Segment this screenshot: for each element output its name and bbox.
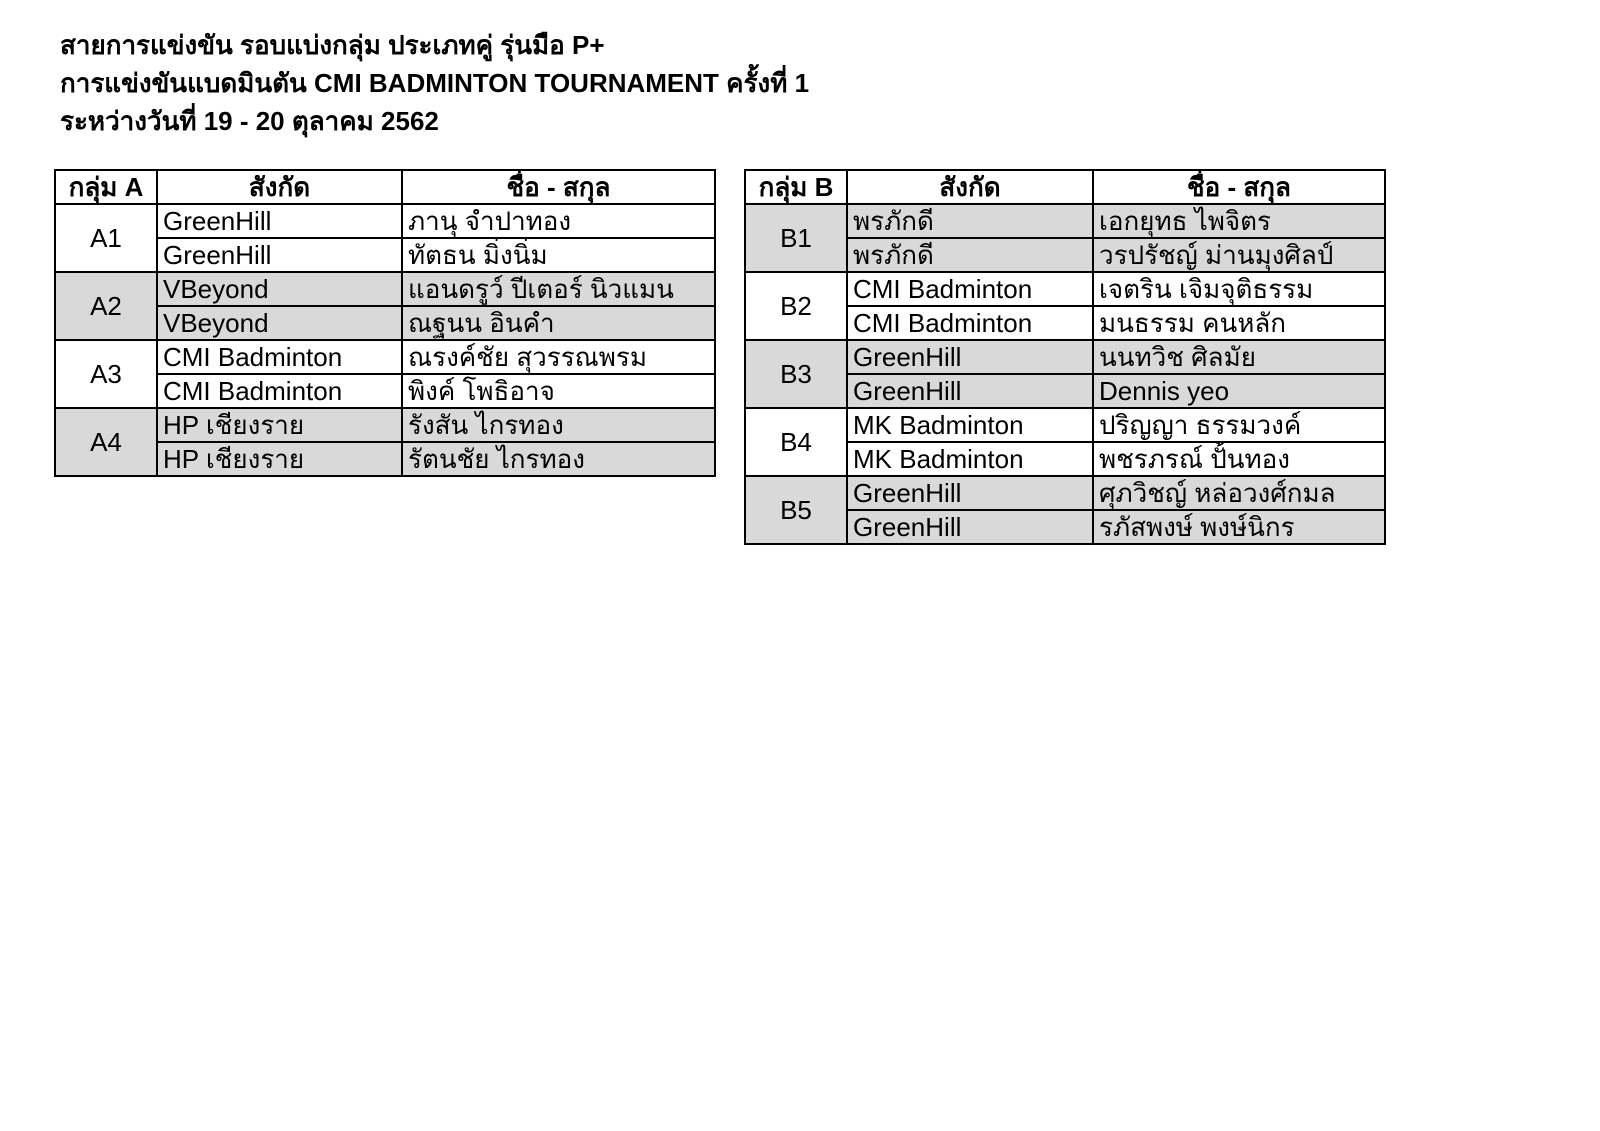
group-a-header-name: ชื่อ - สกุล (402, 170, 715, 204)
group-b-club-cell: CMI Badminton (847, 306, 1093, 340)
heading-line-1: สายการแข่งขัน รอบแบ่งกลุ่ม ประเภทคู่ รุ่นมือ P+ (60, 30, 605, 60)
table-row (745, 272, 1385, 306)
group-b-body (745, 204, 1385, 544)
group-a-club-cell: VBeyond (157, 272, 402, 306)
group-a-club-cell: HP เชียงราย (157, 408, 402, 442)
group-b-club-cell: พรภักดี (847, 238, 1093, 272)
group-b-pair-code: B1 (745, 204, 847, 272)
group-a-player-name-cell: ทัตธน มิ่งนิ่ม (402, 238, 715, 272)
group-b-player-name-cell: วรปรัชญ์ ม่านมุงศิลป์ (1093, 238, 1385, 272)
group-a-pair-code: A4 (55, 408, 157, 476)
group-a-player-name-cell: รัตนชัย ไกรทอง (402, 442, 715, 476)
group-b-club-cell: MK Badminton (847, 442, 1093, 476)
table-row (745, 340, 1385, 374)
group-a-player-name-cell: พิงค์ โพธิอาจ (402, 374, 715, 408)
group-a-pair-code: A3 (55, 340, 157, 408)
group-a-club-cell: HP เชียงราย (157, 442, 402, 476)
group-a-header-group: กลุ่ม A (55, 170, 157, 204)
group-b-player-name-cell: เอกยุทธ ไพจิตร (1093, 204, 1385, 238)
document-heading (60, 26, 809, 140)
group-b-header-row (745, 170, 1385, 204)
group-b-club-cell: CMI Badminton (847, 272, 1093, 306)
group-b-header-group: กลุ่ม B (745, 170, 847, 204)
group-a-club-cell: GreenHill (157, 238, 402, 272)
group-a-player-name-cell: แอนดรูว์ ปีเตอร์ นิวแมน (402, 272, 715, 306)
group-b-club-cell: พรภักดี (847, 204, 1093, 238)
group-a-player-name-cell: รังสัน ไกรทอง (402, 408, 715, 442)
group-b-club-cell: GreenHill (847, 374, 1093, 408)
group-b-header-club: สังกัด (847, 170, 1093, 204)
group-a-club-cell: VBeyond (157, 306, 402, 340)
group-a-club-cell: CMI Badminton (157, 340, 402, 374)
group-a-header-row (55, 170, 715, 204)
group-b-pair-code: B5 (745, 476, 847, 544)
group-b-pair-code: B2 (745, 272, 847, 340)
group-a-pair-code: A1 (55, 204, 157, 272)
group-b-club-cell: MK Badminton (847, 408, 1093, 442)
group-b-header-name: ชื่อ - สกุล (1093, 170, 1385, 204)
group-b-player-name-cell: เจตริน เจิมจุติธรรม (1093, 272, 1385, 306)
table-row (55, 204, 715, 238)
group-b-player-name-cell: ปริญญา ธรรมวงค์ (1093, 408, 1385, 442)
table-row (745, 408, 1385, 442)
group-b-player-name-cell: รภัสพงษ์ พงษ์นิกร (1093, 510, 1385, 544)
group-b-club-cell: GreenHill (847, 510, 1093, 544)
table-row (745, 476, 1385, 510)
heading-line-2: การแข่งขันแบดมินตัน CMI BADMINTON TOURNAMENT ครั้งที่ 1 (60, 68, 810, 98)
table-row (745, 204, 1385, 238)
table-row (55, 340, 715, 374)
group-a-header-club: สังกัด (157, 170, 402, 204)
heading-line-3: ระหว่างวันที่ 19 - 20 ตุลาคม 2562 (60, 106, 439, 136)
group-a-club-cell: CMI Badminton (157, 374, 402, 408)
table-row (55, 408, 715, 442)
group-b-player-name-cell: มนธรรม คนหลัก (1093, 306, 1385, 340)
group-b-player-name-cell: ศุภวิชญ์ หล่อวงศ์กมล (1093, 476, 1385, 510)
group-b-player-name-cell: พชรภรณ์ ปั้นทอง (1093, 442, 1385, 476)
group-a-player-name-cell: ภานุ จำปาทอง (402, 204, 715, 238)
group-b-pair-code: B3 (745, 340, 847, 408)
group-b-player-name-cell: นนทวิช ศิลมัย (1093, 340, 1385, 374)
group-b-club-cell: GreenHill (847, 340, 1093, 374)
group-b-club-cell: GreenHill (847, 476, 1093, 510)
group-b-player-name-cell: Dennis yeo (1093, 374, 1385, 408)
group-b-table (744, 169, 1386, 545)
table-row (55, 272, 715, 306)
group-a-table (54, 169, 716, 477)
group-a-player-name-cell: ณรงค์ชัย สุวรรณพรม (402, 340, 715, 374)
group-a-club-cell: GreenHill (157, 204, 402, 238)
group-b-pair-code: B4 (745, 408, 847, 476)
group-a-player-name-cell: ณฐนน อินคำ (402, 306, 715, 340)
group-a-body (55, 204, 715, 476)
group-a-pair-code: A2 (55, 272, 157, 340)
